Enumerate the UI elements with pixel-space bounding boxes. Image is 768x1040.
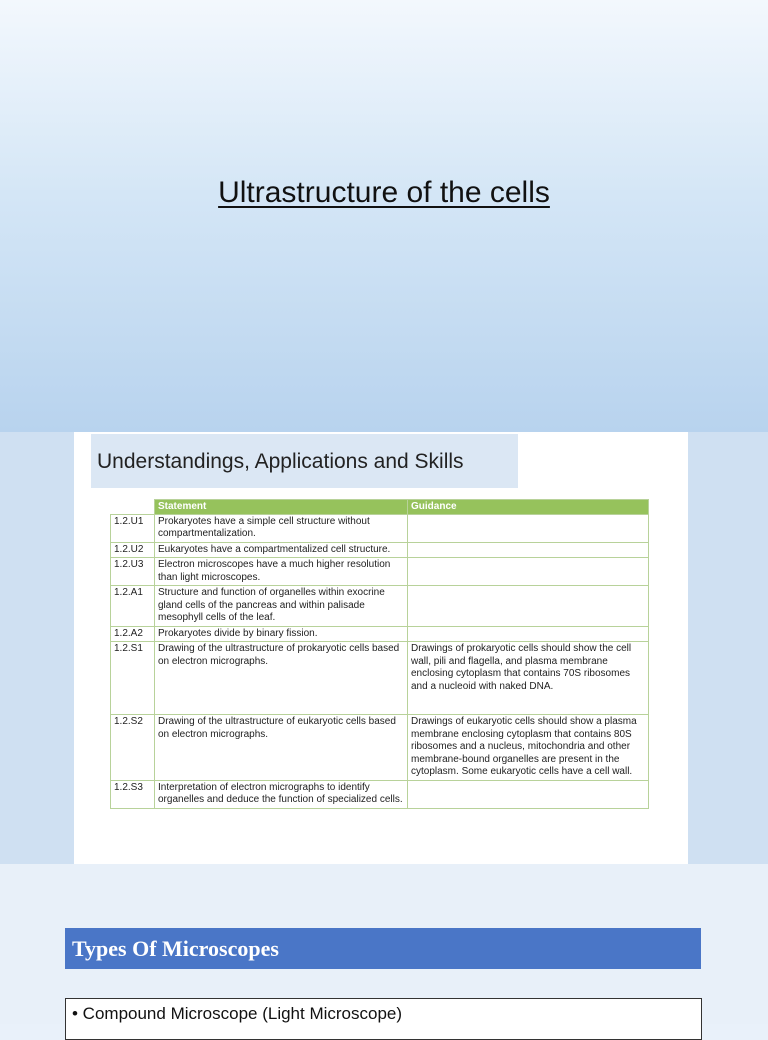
row-code: 1.2.A2	[111, 626, 155, 642]
table-row	[111, 642, 649, 715]
row-code: 1.2.U3	[111, 558, 155, 586]
row-code: 1.2.U2	[111, 542, 155, 558]
row-statement: Prokaryotes have a simple cell structure without compartmentalization.	[155, 514, 408, 542]
syllabus-table	[110, 499, 649, 809]
row-statement: Prokaryotes divide by binary fission.	[155, 626, 408, 642]
table-row	[111, 514, 649, 542]
title-slide	[0, 0, 768, 432]
table-row	[111, 586, 649, 627]
slide-title: Ultrastructure of the cells	[218, 176, 550, 209]
row-guidance	[408, 542, 649, 558]
syllabus-slide	[74, 432, 688, 864]
table-row	[111, 626, 649, 642]
header-statement: Statement	[155, 500, 408, 515]
row-code: 1.2.U1	[111, 514, 155, 542]
table-header-row	[111, 500, 649, 515]
bullet-box	[65, 998, 702, 1040]
microscopes-heading: Types Of Microscopes	[72, 936, 279, 961]
row-statement: Electron microscopes have a much higher resolution than light microscopes.	[155, 558, 408, 586]
row-guidance	[408, 514, 649, 542]
row-guidance: Drawings of eukaryotic cells should show a plasma membrane enclosing cytoplasm that contains 80S ribosomes and a nucleus, mitochondria and other membrane-bound organelles are present in the cytoplasm. Some eukaryotic cells have a cell wall.	[408, 715, 649, 781]
row-code: 1.2.A1	[111, 586, 155, 627]
microscopes-heading-bar	[65, 928, 701, 969]
row-code: 1.2.S1	[111, 642, 155, 715]
row-guidance	[408, 780, 649, 808]
header-guidance: Guidance	[408, 500, 649, 515]
row-guidance	[408, 626, 649, 642]
microscopes-slide	[0, 864, 768, 1024]
row-statement: Drawing of the ultrastructure of eukaryotic cells based on electron micrographs.	[155, 715, 408, 781]
syllabus-heading-box	[91, 434, 518, 488]
table-row	[111, 542, 649, 558]
row-guidance	[408, 586, 649, 627]
bullet-item: • Compound Microscope (Light Microscope)	[72, 1004, 403, 1023]
row-statement: Interpretation of electron micrographs to identify organelles and deduce the function of specialized cells.	[155, 780, 408, 808]
table-row	[111, 780, 649, 808]
row-guidance	[408, 558, 649, 586]
table-row	[111, 558, 649, 586]
row-statement: Drawing of the ultrastructure of prokaryotic cells based on electron micrographs.	[155, 642, 408, 715]
row-code: 1.2.S3	[111, 780, 155, 808]
row-guidance: Drawings of prokaryotic cells should show the cell wall, pili and flagella, and plasma membrane enclosing cytoplasm that contains 70S ribosomes and a nucleoid with naked DNA.	[408, 642, 649, 715]
syllabus-heading: Understandings, Applications and Skills	[97, 450, 464, 473]
row-statement: Structure and function of organelles within exocrine gland cells of the pancreas and within palisade mesophyll cells of the leaf.	[155, 586, 408, 627]
table-row	[111, 715, 649, 781]
header-blank-cell	[111, 500, 155, 515]
row-statement: Eukaryotes have a compartmentalized cell structure.	[155, 542, 408, 558]
row-code: 1.2.S2	[111, 715, 155, 781]
